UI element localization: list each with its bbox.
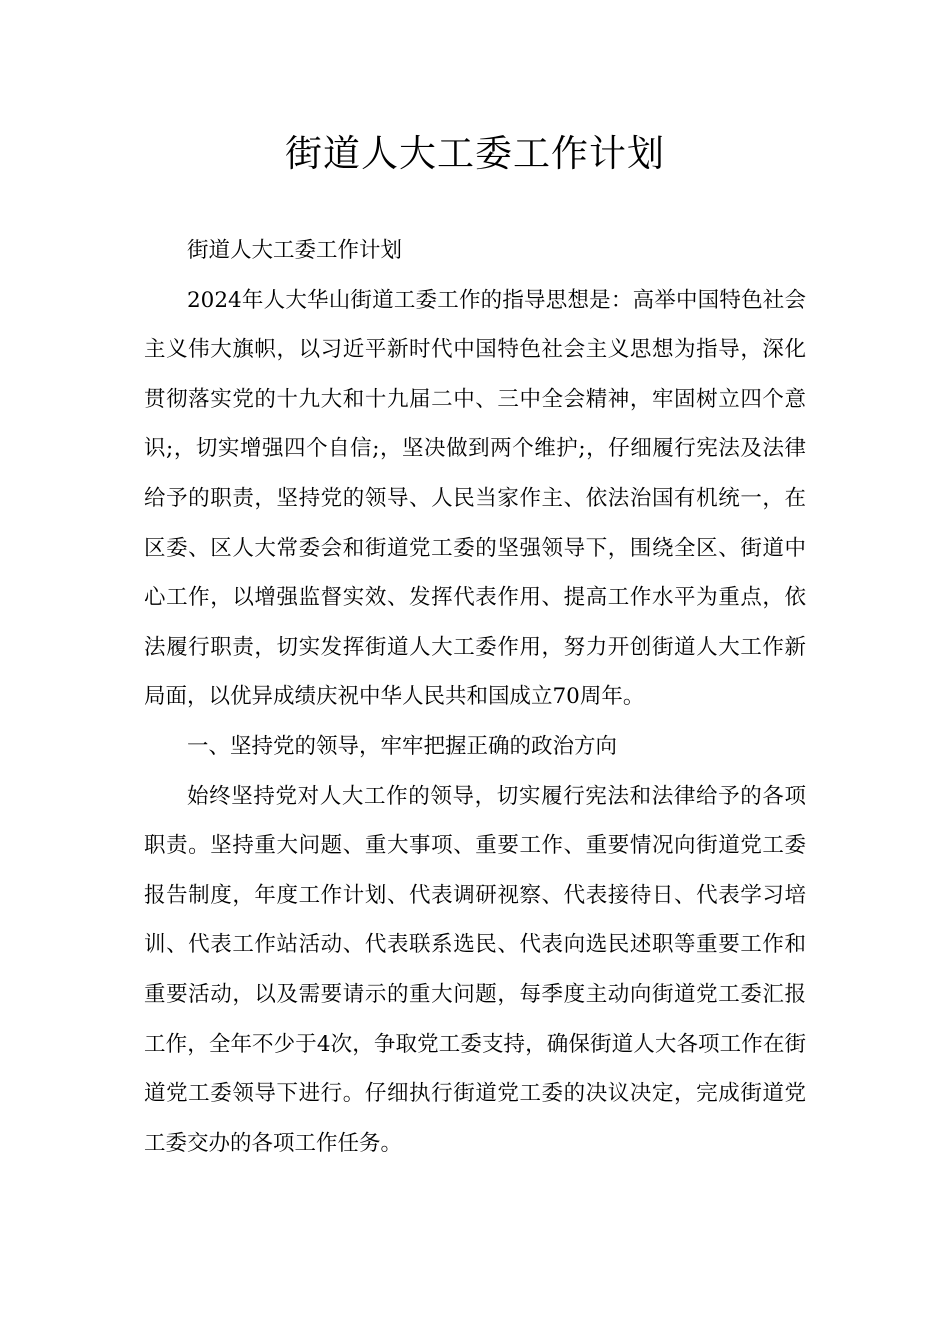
section-heading-1: 一、坚持党的领导，牢牢把握正确的政治方向	[187, 733, 618, 759]
paragraph-section-1: 始终坚持党对人大工作的领导，切实履行宪法和法律给予的各项职责。坚持重大问题、重大事项、重要工作、重要情况向街道党工委报告制度，年度工作计划、代表调研视察、代表接待日、代表学习培训、代表工作站活动、代表联系选民、代表向选民述职等重要工作和重要活动，以及需要请示的重大问题，每季度主动向街道党工委汇报工作，全年不少于4次，争取党工委支持，确保街道人大各项工作在街道党工委领导下进行。仔细执行街道党工委的决议决定，完成街道党工委交办的各项工作任务。	[144, 783, 806, 1156]
paragraph-subtitle: 街道人大工委工作计划	[187, 238, 403, 263]
paragraph-guiding-thought: 2024年人大华山街道工委工作的指导思想是：高举中国特色社会主义伟大旗帜，以习近平新时代中国特色社会主义思想为指导，深化贯彻落实党的十九大和十九届二中、三中全会精神，牢固树立四个意识;，切实增强四个自信;，坚决做到两个维护;，仔细履行宪法及法律给予的职责，坚持党的领导、人民当家作主、依法治国有机统一，在区委、区人大常委会和街道党工委的坚强领导下，围绕全区、街道中心工作，以增强监督实效、发挥代表作用、提高工作水平为重点，依法履行职责，切实发挥街道人大工委作用，努力开创街道人大工作新局面，以优异成绩庆祝中华人民共和国成立70周年。	[144, 287, 806, 710]
document-title: 街道人大工委工作计划	[285, 132, 665, 175]
document-body	[144, 226, 806, 1168]
